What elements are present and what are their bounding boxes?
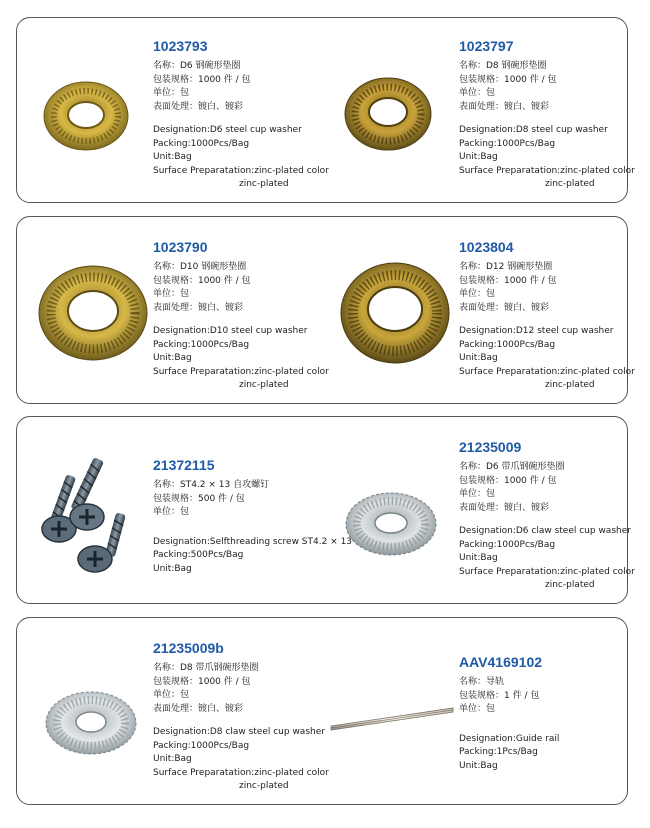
- cn-unit: 单位：包: [153, 690, 190, 700]
- product-code: 21235009: [459, 439, 522, 455]
- en-surface-cont: zinc-plated: [545, 179, 595, 189]
- cn-name: 名称：D10 钢碗形垫圈: [153, 262, 247, 272]
- cn-name: 名称：D12 钢碗形垫圈: [459, 262, 553, 272]
- gold-cup-washer-icon: [343, 74, 433, 154]
- cn-packing: 包装规格：1000 件 / 包: [459, 475, 557, 486]
- en-surface: Surface Preparatation:zinc-plated color: [459, 165, 635, 176]
- product-code: 1023797: [459, 38, 514, 54]
- en-designation: Designation:Selfthreading screw ST4.2 × 13: [153, 536, 353, 547]
- en-designation: Designation:D10 steel cup washer: [153, 326, 308, 336]
- guide-rail-icon: [329, 704, 455, 732]
- product-card-1: [16, 17, 635, 203]
- en-packing: Packing:1000Pcs/Bag: [459, 138, 556, 149]
- gold-cup-washer-icon: [37, 261, 149, 365]
- screws-icon: [37, 455, 137, 579]
- en-unit: Unit:Bag: [459, 553, 498, 563]
- en-unit: Unit:Bag: [459, 353, 498, 363]
- silver-claw-washer-icon: [43, 688, 139, 758]
- product-code: 1023790: [153, 239, 208, 255]
- product-code: 21235009b: [153, 640, 224, 656]
- en-packing: Packing:1000Pcs/Bag: [153, 339, 250, 350]
- en-unit: Unit:Bag: [459, 152, 498, 162]
- gold-cup-washer-icon: [339, 257, 451, 369]
- cn-packing: 包装规格：1000 件 / 包: [459, 275, 557, 286]
- en-packing: Packing:1000Pcs/Bag: [459, 339, 556, 350]
- cn-surface: 表面处理：镀白、镀彩: [459, 101, 550, 112]
- product-code: 1023804: [459, 239, 514, 255]
- en-packing: Packing:500Pcs/Bag: [153, 550, 244, 560]
- en-surface-cont: zinc-plated: [545, 380, 595, 390]
- en-unit: Unit:Bag: [459, 760, 498, 771]
- cn-unit: 单位：包: [459, 88, 496, 98]
- en-packing: Packing:1000Pcs/Bag: [153, 740, 250, 751]
- cn-unit: 单位：包: [153, 88, 190, 98]
- cn-surface: 表面处理：镀白、镀彩: [153, 302, 244, 313]
- cn-packing: 包装规格：1000 件 / 包: [153, 676, 251, 687]
- en-packing: Packing:1Pcs/Bag: [459, 747, 538, 757]
- en-designation: Designation:D6 steel cup washer: [153, 125, 302, 135]
- en-surface-cont: zinc-plated: [239, 781, 289, 791]
- en-unit: Unit:Bag: [153, 353, 192, 363]
- product-code: 21372115: [153, 457, 215, 473]
- silver-claw-washer-icon: [343, 489, 439, 559]
- cn-packing: 包装规格：1000 件 / 包: [153, 74, 251, 85]
- en-designation: Designation:D8 claw steel cup washer: [153, 727, 325, 737]
- gold-cup-washer-icon: [41, 76, 131, 154]
- cn-name: 名称：D6 钢碗形垫圈: [153, 61, 241, 71]
- cn-packing: 包装规格：500 件 / 包: [153, 493, 245, 504]
- en-surface-cont: zinc-plated: [545, 580, 595, 590]
- cn-unit: 单位：包: [153, 289, 190, 299]
- product-code: 1023793: [153, 38, 208, 54]
- product-code: AAV4169102: [459, 654, 543, 670]
- en-designation: Designation:D12 steel cup washer: [459, 326, 614, 336]
- cn-unit: 单位：包: [459, 289, 496, 299]
- en-surface-cont: zinc-plated: [239, 179, 289, 189]
- cn-name: 名称：D8 带爪钢碗形垫圈: [153, 663, 259, 673]
- product-card-4: [16, 617, 628, 805]
- cn-surface: 表面处理：镀白、镀彩: [459, 502, 550, 513]
- product-card-2: [16, 216, 635, 404]
- en-surface: Surface Preparatation:zinc-plated color: [153, 366, 329, 377]
- en-surface: Surface Preparatation:zinc-plated color: [153, 767, 329, 778]
- cn-packing: 包装规格：1000 件 / 包: [153, 275, 251, 286]
- cn-unit: 单位：包: [459, 704, 496, 714]
- en-packing: Packing:1000Pcs/Bag: [153, 138, 250, 149]
- cn-packing: 包装规格：1000 件 / 包: [459, 74, 557, 85]
- en-surface: Surface Preparatation:zinc-plated color: [459, 566, 635, 577]
- cn-name: 名称：D8 钢碗形垫圈: [459, 61, 547, 71]
- en-surface: Surface Preparatation:zinc-plated color: [153, 165, 329, 176]
- cn-name: 名称：ST4.2 × 13 自攻螺钉: [153, 480, 270, 490]
- en-designation: Designation:D8 steel cup washer: [459, 125, 608, 135]
- en-unit: Unit:Bag: [153, 754, 192, 764]
- cn-name: 名称：导轨: [459, 677, 505, 687]
- product-card-3: [16, 416, 635, 604]
- cn-name: 名称：D6 带爪钢碗形垫圈: [459, 462, 565, 472]
- en-designation: Designation:D6 claw steel cup washer: [459, 526, 631, 536]
- cn-surface: 表面处理：镀白、镀彩: [153, 101, 244, 112]
- en-surface-cont: zinc-plated: [239, 380, 289, 390]
- en-unit: Unit:Bag: [153, 563, 192, 574]
- en-designation: Designation:Guide rail: [459, 733, 560, 744]
- cn-unit: 单位：包: [459, 489, 496, 499]
- cn-surface: 表面处理：镀白、镀彩: [153, 703, 244, 714]
- cn-unit: 单位：包: [153, 507, 190, 517]
- en-surface: Surface Preparatation:zinc-plated color: [459, 366, 635, 377]
- en-unit: Unit:Bag: [153, 152, 192, 162]
- en-packing: Packing:1000Pcs/Bag: [459, 539, 556, 550]
- cn-surface: 表面处理：镀白、镀彩: [459, 302, 550, 313]
- cn-packing: 包装规格：1 件 / 包: [459, 690, 540, 701]
